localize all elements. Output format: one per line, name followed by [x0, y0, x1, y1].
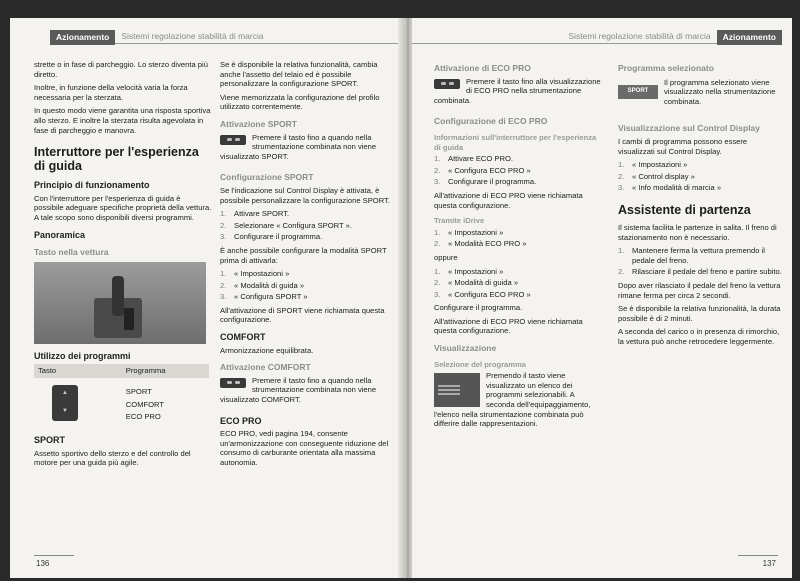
paragraph: Premere il tasto fino alla visualizzazione di ECO PRO nella strumentazione combinata. — [434, 76, 601, 105]
subheading-light: Informazioni sull'interruttore per l'esperienza di guida — [434, 132, 597, 152]
header-subsection: Sistemi regolazione stabilità di marcia — [115, 30, 400, 44]
paragraph: Configurare il programma. — [434, 303, 523, 313]
subheading-grey: Tasto nella vettura — [34, 247, 109, 258]
steps-list — [220, 209, 396, 242]
console-photo — [34, 262, 206, 344]
gear-lever — [112, 276, 124, 316]
list-item: 3. Configurare il programma. — [220, 232, 323, 242]
program-item: ECO PRO — [125, 412, 161, 422]
mode-button-icon — [220, 378, 246, 388]
mode-button-icon — [434, 79, 460, 89]
list-item: 1. « Impostazioni » — [618, 160, 688, 170]
list-item: 2. « Modalità di guida » — [434, 278, 519, 288]
paragraph: strette o in fase di parcheggio. Lo sterzo diventa più diretto. — [34, 60, 208, 79]
list-item: 1. Mantenere ferma la vettura premendo il pedale del freno. — [618, 246, 765, 265]
subheading-grey: Attivazione di ECO PRO — [434, 63, 531, 73]
subheading-grey: Attivazione SPORT — [220, 118, 297, 129]
list-item: 3. « Configura SPORT » — [220, 292, 308, 302]
paragraph: Se l'indicazione sul Control Display è attivata, è possibile personalizzare la configurazione SPORT. — [220, 185, 390, 205]
table-header-program: Programma — [122, 364, 209, 378]
list-item: 2. « Modalità di guida » — [220, 280, 305, 290]
left-col-1 — [34, 60, 212, 472]
paragraph: All'attivazione di ECO PRO viene richiamata questa configurazione. — [434, 190, 583, 210]
subheading: SPORT — [34, 434, 66, 445]
subheading-grey: Visualizzazione — [434, 343, 497, 354]
paragraph: oppure — [434, 252, 458, 262]
list-item: 1. Attivare ECO PRO. — [434, 154, 513, 164]
steps-list — [618, 160, 784, 193]
left-col-2 — [220, 60, 396, 472]
list-item: 2. Rilasciare il pedale del freno e partire subito. — [618, 267, 782, 277]
paragraph: Viene memorizzata la configurazione del profilo utilizzato correntemente. — [220, 92, 380, 112]
switch-icon: ▲ ▼ — [52, 385, 78, 421]
header-section: Azionamento — [50, 30, 115, 45]
footer-line — [34, 555, 74, 556]
paragraph: All'attivazione di ECO PRO viene richiamata questa configurazione. — [434, 316, 583, 336]
list-item: 3. Configurare il programma. — [434, 177, 537, 187]
subheading-light: Selezione del programma — [434, 359, 526, 369]
paragraph: All'attivazione di SPORT viene richiamata questa configurazione. — [220, 305, 385, 325]
right-col-2 — [618, 60, 784, 350]
list-item: 2. « Control display » — [618, 171, 695, 181]
paragraph: Premere il tasto fino a quando nella strumentazione combinata non viene visualizzato SPORT. — [220, 132, 377, 161]
section-title: Interruttore per l'esperienza di guida — [34, 145, 199, 174]
subheading-grey: Programma selezionato — [618, 63, 714, 73]
paragraph: È anche possibile configurare la modalità SPORT prima di attivarla: — [220, 245, 387, 265]
paragraph: Con l'interruttore per l'esperienza di guida è possibile adeguare specifiche proprietà della vettura. A tale scopo sono disponibili diversi programmi. — [34, 193, 212, 222]
subheading: ECO PRO — [220, 415, 262, 426]
header-section: Azionamento — [717, 30, 782, 45]
subheading: Principio di funzionamento — [34, 180, 150, 191]
subheading-grey: Configurazione di ECO PRO — [434, 116, 548, 127]
program-item: SPORT — [125, 386, 152, 396]
paragraph: Dopo aver rilasciato il pedale del freno la vettura rimane ferma per circa 2 secondi. — [618, 280, 781, 300]
list-item: 2. Selezionare « Configura SPORT ». — [220, 220, 352, 230]
left-header — [50, 30, 400, 44]
list-item: 1. Attivare SPORT. — [220, 209, 290, 219]
paragraph: In questo modo viene garantita una risposta sportiva allo sterzo. E inoltre la sterzata risulta agevolata in fase di parcheggio e manovra. — [34, 106, 211, 135]
steps-list — [220, 269, 396, 302]
sport-badge-icon: SPORT — [618, 85, 658, 99]
page-number: 137 — [762, 559, 776, 568]
list-item: 1. « Impostazioni » — [434, 227, 504, 237]
paragraph: Se è disponibile la relativa funzionalità, la durata possibile è di 2 minuti. — [618, 304, 781, 323]
subheading-light: Tramite iDrive — [434, 216, 485, 226]
cluster-display-icon — [434, 373, 480, 407]
right-col-1 — [434, 60, 602, 433]
paragraph: Il programma selezionato viene visualizzato nella strumentazione combinata. — [664, 77, 776, 106]
steps-list — [618, 246, 784, 277]
right-header — [412, 30, 782, 44]
steps-list — [434, 228, 602, 249]
paragraph: Se è disponibile la relativa funzionalità, cambia anche l'assetto del telaio ed è possibile personalizzare la configurazione SPORT. — [220, 60, 378, 89]
subheading: Utilizzo dei programmi — [34, 350, 131, 361]
list-item: 1. « Impostazioni » — [434, 266, 504, 276]
program-table — [34, 364, 209, 428]
paragraph: Assetto sportivo dello sterzo e del controllo del motore per una guida più agile. — [34, 448, 191, 468]
paragraph: Premere il tasto fino a quando nella strumentazione combinata non viene visualizzato COMFORT. — [220, 375, 377, 405]
program-item: COMFORT — [125, 399, 165, 409]
mode-button-icon — [220, 135, 246, 145]
right-page — [412, 18, 792, 578]
paragraph: ECO PRO, vedi pagina 194, consente un'armonizzazione con conseguente riduzione del consumo di carburante orientata alla massima autonomia. — [220, 429, 389, 467]
paragraph: Il sistema facilita le partenze in salita. Il freno di stazionamento non è necessario. — [618, 222, 777, 242]
section-title: Assistente di partenza — [618, 202, 751, 217]
subheading: Panoramica — [34, 229, 86, 240]
list-item: 2. « Modalità ECO PRO » — [434, 239, 527, 249]
steps-list — [434, 267, 602, 300]
list-item: 2. « Configura ECO PRO » — [434, 165, 531, 175]
list-item: 3. « Info modalità di marcia » — [618, 183, 722, 193]
paragraph: Inoltre, in funzione della velocità varia la forza necessaria per la sterzata. — [34, 83, 188, 102]
subheading: COMFORT — [220, 332, 266, 343]
subheading-grey: Visualizzazione sul Control Display — [618, 123, 761, 134]
list-item: 1. « Impostazioni » — [220, 269, 290, 279]
driving-experience-switch — [124, 308, 134, 330]
header-subsection: Sistemi regolazione stabilità di marcia — [412, 30, 717, 44]
subheading-grey: Attivazione COMFORT — [220, 362, 311, 373]
paragraph: A seconda del carico o in presenza di rimorchio, la vettura può anche retrocedere leggermente. — [618, 327, 780, 346]
paragraph: I cambi di programma possono essere visualizzati sul Control Display. — [618, 136, 748, 156]
table-header-key: Tasto — [34, 364, 122, 378]
subheading-grey: Configurazione SPORT — [220, 172, 314, 183]
left-page — [10, 18, 408, 578]
list-item: 3. « Configura ECO PRO » — [434, 289, 531, 299]
paragraph: Premendo il tasto viene visualizzato un elenco dei programmi selezionabili. A seconda dell'equipaggiamento, l'elenco nella strumentazione combinata può differire dalle rappresentazioni. — [434, 371, 591, 429]
paragraph: Armonizzazione equilibrata. — [220, 345, 314, 355]
footer-line — [738, 555, 778, 556]
steps-list — [434, 154, 602, 187]
page-number: 136 — [36, 559, 50, 568]
